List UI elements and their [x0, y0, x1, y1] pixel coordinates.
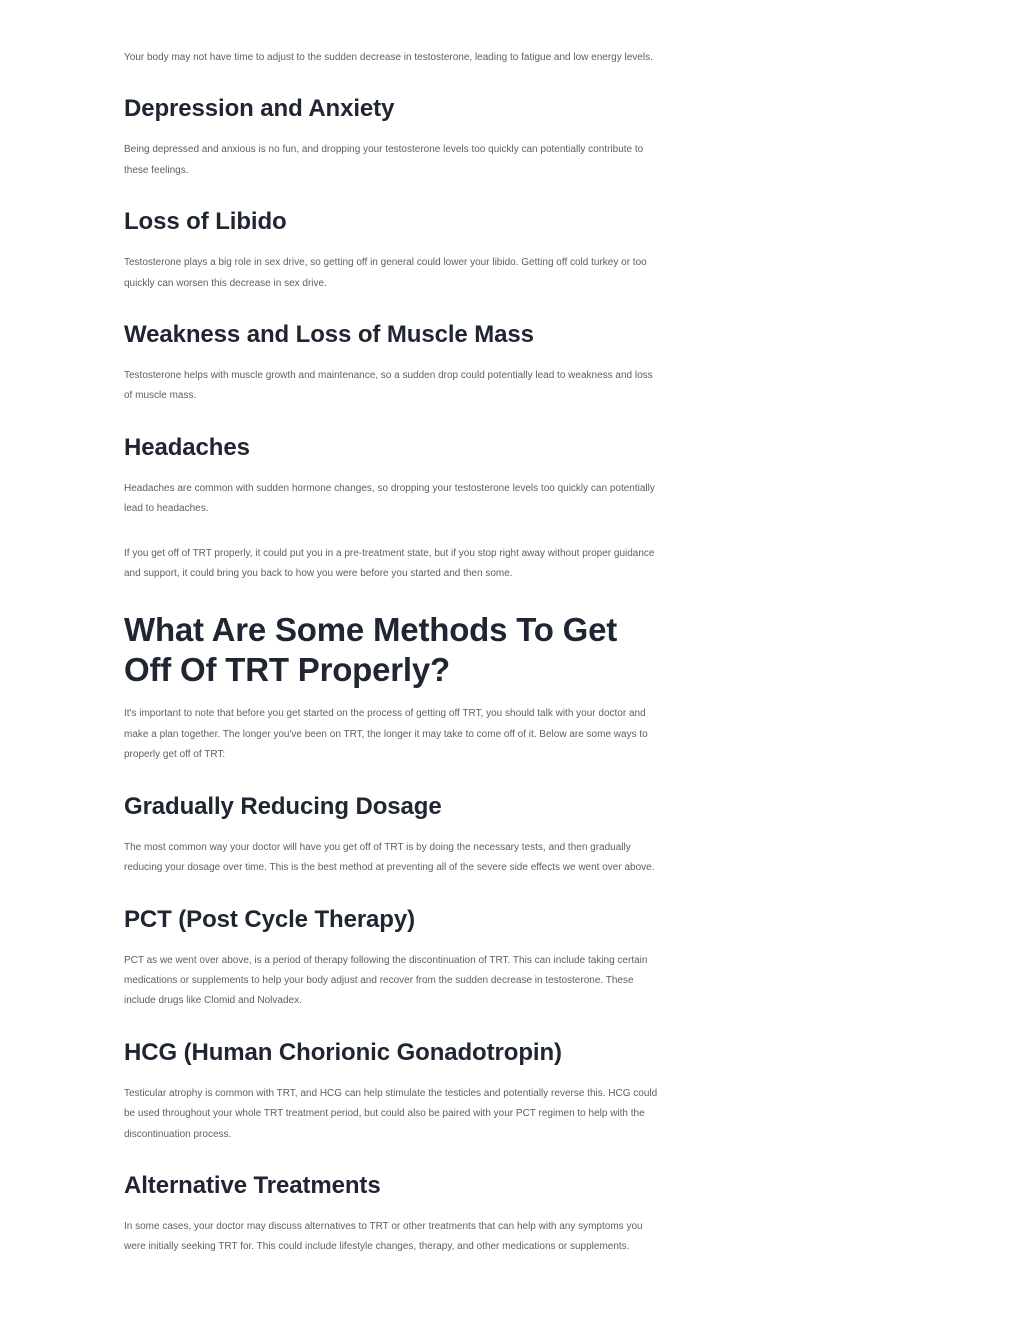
- heading-pct: PCT (Post Cycle Therapy): [124, 905, 416, 933]
- methods-intro-paragraph: It's important to note that before you get started on the process of getting off TRT, you should talk with your doctor and make a plan together. The longer you've been on TRT, the longer it may take to come off of it. Below are some ways to properly get off of TRT:: [124, 708, 648, 761]
- article-body: [124, 48, 658, 1258]
- headaches-paragraph: Headaches are common with sudden hormone changes, so dropping your testosterone levels too quickly can potentially lead to headaches.: [124, 482, 655, 515]
- depression-anxiety-paragraph: Being depressed and anxious is no fun, and dropping your testosterone levels too quickly can potentially contribute to these feelings.: [124, 144, 644, 176]
- heading-alternative-treatments: Alternative Treatments: [124, 1171, 381, 1199]
- heading-headaches: Headaches: [124, 433, 250, 461]
- gradually-reducing-dosage-paragraph: The most common way your doctor will have you get off of TRT is by doing the necessary tests, and then gradually reducing your dosage over time. This is the best method at preventing all of the severe side effects we went over above.: [124, 841, 655, 874]
- loss-of-libido-paragraph: Testosterone plays a big role in sex drive, so getting off in general could lower your libido. Getting off cold turkey or too quickly can worsen this decrease in sex drive.: [124, 257, 647, 289]
- heading-depression-anxiety: Depression and Anxiety: [124, 95, 395, 123]
- muscle-loss-paragraph: Testosterone helps with muscle growth and maintenance, so a sudden drop could potentially lead to weakness and loss of muscle mass.: [124, 370, 653, 402]
- summary-paragraph: If you get off of TRT properly, it could put you in a pre-treatment state, but if you stop right away without proper guidance and support, it could bring you back to how you were before you started and then some.: [124, 547, 655, 580]
- fatigue-paragraph: Your body may not have time to adjust to the sudden decrease in testosterone, leading to fatigue and low energy levels.: [124, 52, 653, 63]
- heading-muscle-loss: Weakness and Loss of Muscle Mass: [124, 321, 534, 349]
- heading-hcg: HCG (Human Chorionic Gonadotropin): [124, 1038, 562, 1066]
- alternative-treatments-paragraph: In some cases, your doctor may discuss alternatives to TRT or other treatments that can help with any symptoms you were initially seeking TRT for. This could include lifestyle changes, therapy, and other medications or supplements.: [124, 1220, 643, 1253]
- methods-title: What Are Some Methods To Get Off Of TRT Properly?: [124, 611, 618, 689]
- heading-loss-of-libido: Loss of Libido: [124, 208, 287, 236]
- heading-gradually-reducing-dosage: Gradually Reducing Dosage: [124, 792, 442, 820]
- pct-paragraph: PCT as we went over above, is a period of therapy following the discontinuation of TRT. This can include taking certain medications or supplements to help your body adjust and recover from the sudden decrease in testosterone. These include drugs like Clomid and Nolvadex.: [124, 954, 648, 1007]
- hcg-paragraph: Testicular atrophy is common with TRT, and HCG can help stimulate the testicles and potentially reverse this. HCG could be used throughout your whole TRT treatment period, but could also be paired with your PCT regimen to help with the discontinuation process.: [124, 1087, 658, 1140]
